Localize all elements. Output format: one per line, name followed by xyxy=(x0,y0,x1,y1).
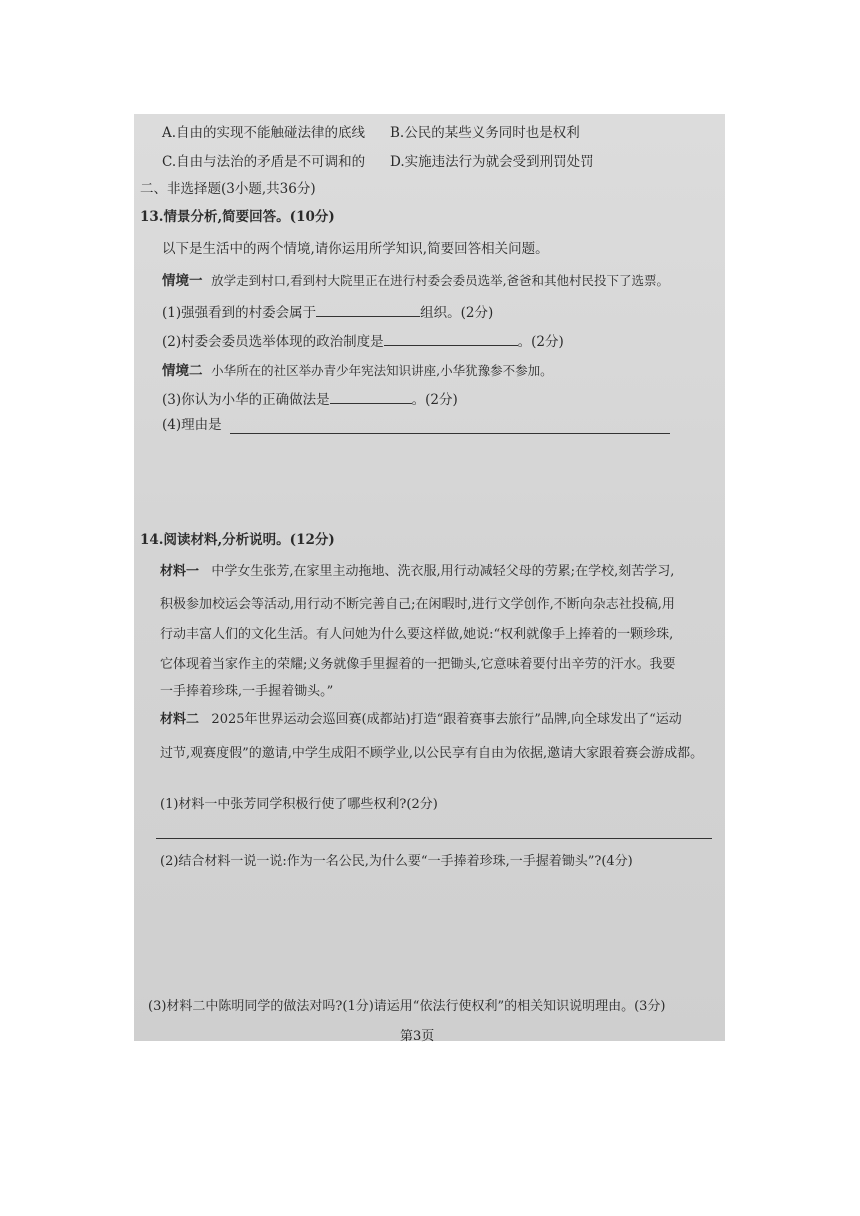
option-a: A.自由的实现不能触碰法律的底线 xyxy=(162,125,366,141)
material-1-text-1: 中学女生张芳,在家里主动拖地、洗衣服,用行动减轻父母的劳累;在学校,刻苦学习, xyxy=(211,564,675,579)
scenario-2-label: 情境二 xyxy=(162,363,203,379)
option-d: D.实施违法行为就会受到刑罚处罚 xyxy=(390,154,594,170)
scenario-1-label: 情境一 xyxy=(162,273,203,289)
material-1-line-1 xyxy=(160,563,674,581)
q13-part-4: (4)理由是 xyxy=(162,417,222,433)
q13-part-1-prompt: (1)强强看到的村委会属于 xyxy=(162,305,317,321)
q13-part-2 xyxy=(162,331,564,351)
scenario-2-text: 小华所在的社区举办青少年宪法知识讲座,小华犹豫参不参加。 xyxy=(211,363,553,378)
option-c: C.自由与法治的矛盾是不可调和的 xyxy=(162,154,366,170)
q13-scenario-2 xyxy=(162,362,553,380)
answer-line-q14-1[interactable] xyxy=(156,838,712,839)
answer-blank-3[interactable] xyxy=(330,389,412,404)
answer-blank-2[interactable] xyxy=(384,331,518,346)
q14-part-3: (3)材料二中陈明同学的做法对吗?(1分)请运用“依法行使权利”的相关知识说明理由。(3分) xyxy=(148,999,666,1014)
q13-part-1-score: 组织。(2分) xyxy=(420,305,494,321)
q13-part-1 xyxy=(162,302,493,322)
option-b: B.公民的某些义务同时也是权利 xyxy=(390,125,580,141)
q13-part-2-prompt: (2)村委会委员选举体现的政治制度是 xyxy=(162,334,384,350)
q13-part-3-prompt: (3)你认为小华的正确做法是 xyxy=(162,392,330,408)
q14-title: 14.阅读材料,分析说明。(12分) xyxy=(140,532,335,548)
page-number: 第3页 xyxy=(400,1029,435,1044)
answer-blank-1[interactable] xyxy=(316,302,420,317)
answer-line-4[interactable] xyxy=(230,433,670,434)
material-2-line-1 xyxy=(160,711,682,729)
material-1-label: 材料一 xyxy=(160,564,200,579)
material-2-text-1: 2025年世界运动会巡回赛(成都站)打造“跟着赛事去旅行”品牌,向全球发出了“运动 xyxy=(211,712,682,727)
section-heading: 二、非选择题(3小题,共36分) xyxy=(140,181,316,197)
material-1-line-5: 一手捧着珍珠,一手握着锄头。” xyxy=(160,684,334,699)
material-2-label: 材料二 xyxy=(160,712,200,727)
scenario-1-text: 放学走到村口,看到村大院里正在进行村委会委员选举,爸爸和其他村民投下了选票。 xyxy=(211,273,670,288)
q13-scenario-1 xyxy=(162,272,669,290)
material-1-line-2: 积极参加校运会等活动,用行动不断完善自己;在闲暇时,进行文学创作,不断向杂志社投稿,用 xyxy=(160,597,675,612)
q13-intro: 以下是生活中的两个情境,请你运用所学知识,简要回答相关问题。 xyxy=(162,241,549,257)
material-2-line-2: 过节,观赛度假”的邀请,中学生成阳不顾学业,以公民享有自由为依据,邀请大家跟着赛会游成都。 xyxy=(160,746,704,761)
material-1-line-4: 它体现着当家作主的荣耀;义务就像手里握着的一把锄头,它意味着要付出辛劳的汗水。我要 xyxy=(160,657,676,672)
material-1-line-3: 行动丰富人们的文化生活。有人问她为什么要这样做,她说:“权利就像手上捧着的一颗珍珠, xyxy=(160,627,674,642)
q14-part-1: (1)材料一中张芳同学积极行使了哪些权利?(2分) xyxy=(160,797,438,812)
q13-part-2-score: 。(2分) xyxy=(517,334,564,350)
q13-part-3 xyxy=(162,389,458,409)
q13-part-3-score: 。(2分) xyxy=(411,392,458,408)
q13-title: 13.情景分析,简要回答。(10分) xyxy=(140,209,335,225)
q14-part-2: (2)结合材料一说一说:作为一名公民,为什么要“一手捧着珍珠,一手握着锄头”?(4分) xyxy=(160,854,633,869)
